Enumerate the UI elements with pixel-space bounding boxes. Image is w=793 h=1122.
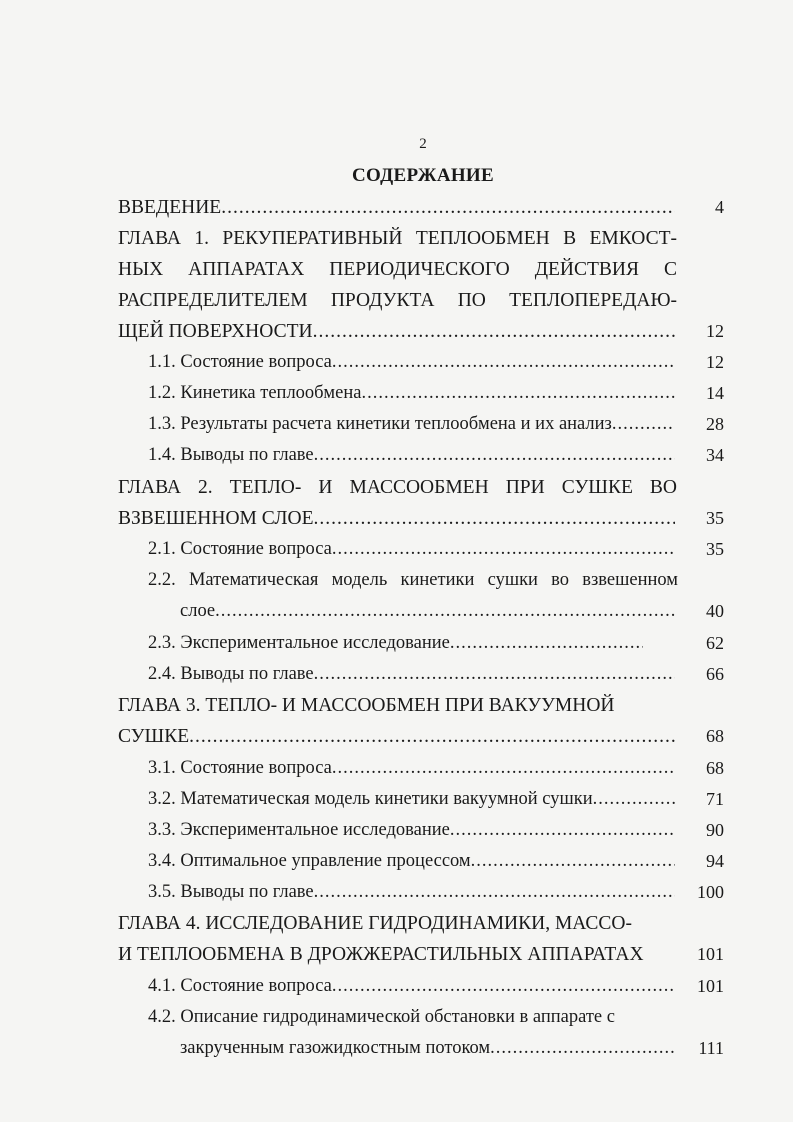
toc-section-4-1 <box>148 971 675 1002</box>
toc-page-number: 62 <box>706 633 724 653</box>
toc-section-2-4 <box>148 659 675 690</box>
toc-section-3-1 <box>148 753 675 784</box>
toc-entry-label: 4.1. Состояние вопроса <box>148 976 332 996</box>
toc-chapter-3-line-2 <box>118 721 675 752</box>
toc-page-number: 12 <box>706 321 724 341</box>
toc-section-1-2 <box>148 378 675 409</box>
toc-entry-label: 2.4. Выводы по главе <box>148 664 314 684</box>
leader-dots <box>593 784 675 815</box>
toc-entry-label: ВВЕДЕНИЕ <box>118 197 222 218</box>
toc-page-number: 101 <box>697 976 724 996</box>
toc-section-1-4 <box>148 440 675 471</box>
toc-page-number: 100 <box>697 882 724 902</box>
toc-entry-label: ВЗВЕШЕННОМ СЛОЕ <box>118 508 314 529</box>
toc-chapter-4-line-2: И ТЕПЛООБМЕНА В ДРОЖЖЕРАСТИЛЬНЫХ АППАРАТАХ <box>118 944 644 965</box>
toc-section-1-1 <box>148 347 675 378</box>
toc-chapter-1-line-1: ГЛАВА 1. РЕКУПЕРАТИВНЫЙ ТЕПЛООБМЕН В ЕМКОСТ- <box>118 228 677 249</box>
toc-entry-label: 1.1. Состояние вопроса <box>148 352 332 372</box>
toc-page-number: 28 <box>706 414 724 434</box>
toc-page-number: 35 <box>706 508 724 528</box>
toc-section-4-2: 4.2. Описание гидродинамической обстановки в аппарате с <box>148 1007 615 1027</box>
leader-dots <box>314 877 675 908</box>
leader-dots <box>361 378 675 409</box>
toc-section-2-1 <box>148 534 675 565</box>
page-title: СОДЕРЖАНИЕ <box>352 165 494 186</box>
toc-page-number: 66 <box>706 664 724 684</box>
toc-chapter-2-line-2 <box>118 503 675 534</box>
toc-entry-label: 3.5. Выводы по главе <box>148 882 314 902</box>
toc-entry-label: 1.2. Кинетика теплообмена <box>148 383 362 403</box>
toc-entry-intro <box>118 192 675 223</box>
toc-page-number: 94 <box>706 851 724 871</box>
toc-page-number: 35 <box>706 539 724 559</box>
toc-entry-label: слое <box>180 601 216 621</box>
toc-entry-label: СУШКЕ <box>118 726 190 747</box>
leader-dots <box>612 409 675 440</box>
toc-page-number: 71 <box>706 789 724 809</box>
leader-dots <box>490 1033 675 1064</box>
toc-page-number: 34 <box>706 445 724 465</box>
toc-entry-label: 3.4. Оптимальное управление процессом <box>148 851 471 871</box>
toc-page-number: 111 <box>698 1038 724 1058</box>
toc-page-number: 101 <box>697 944 724 964</box>
toc-chapter-1-line-3: РАСПРЕДЕЛИТЕЛЕМ ПРОДУКТА ПО ТЕПЛОПЕРЕДАЮ- <box>118 290 677 311</box>
toc-entry-label: 1.4. Выводы по главе <box>148 445 314 465</box>
toc-entry-label: 2.3. Экспериментальное исследование <box>148 633 450 653</box>
leader-dots <box>471 846 675 877</box>
leader-dots <box>450 815 675 846</box>
toc-entry-label: 3.2. Математическая модель кинетики вакуумной сушки <box>148 789 593 809</box>
toc-section-3-4 <box>148 846 675 877</box>
toc-page-number: 12 <box>706 352 724 372</box>
toc-section-1-3 <box>148 409 675 440</box>
toc-entry-label: закрученным газожидкостным потоком <box>180 1038 491 1058</box>
leader-dots <box>332 534 675 565</box>
toc-page-number: 68 <box>706 726 724 746</box>
leader-dots <box>313 503 675 534</box>
toc-chapter-4-line-1: ГЛАВА 4. ИССЛЕДОВАНИЕ ГИДРОДИНАМИКИ, МАССО- <box>118 913 632 934</box>
leader-dots <box>221 192 675 223</box>
toc-entry-label: 2.1. Состояние вопроса <box>148 539 332 559</box>
leader-dots <box>314 659 675 690</box>
page-number: 2 <box>419 136 427 152</box>
toc-page-number: 90 <box>706 820 724 840</box>
leader-dots <box>189 721 675 752</box>
leader-dots <box>215 596 675 627</box>
toc-chapter-3-line-1: ГЛАВА 3. ТЕПЛО- И МАССООБМЕН ПРИ ВАКУУМНОЙ <box>118 695 615 716</box>
toc-page-number: 4 <box>715 197 724 217</box>
toc-chapter-1-line-2: НЫХ АППАРАТАХ ПЕРИОДИЧЕСКОГО ДЕЙСТВИЯ С <box>118 259 677 280</box>
leader-dots <box>450 628 643 659</box>
leader-dots <box>332 347 675 378</box>
toc-section-3-3 <box>148 815 675 846</box>
toc-section-3-2 <box>148 784 675 815</box>
toc-entry-label: 1.3. Результаты расчета кинетики теплообмена и их анализ <box>148 414 612 434</box>
toc-section-2-2: 2.2. Математическая модель кинетики сушки во взвешенном <box>148 570 678 590</box>
toc-entry-label: 3.1. Состояние вопроса <box>148 758 332 778</box>
toc-entry-label: 3.3. Экспериментальное исследование <box>148 820 450 840</box>
toc-chapter-2-line-1: ГЛАВА 2. ТЕПЛО- И МАССООБМЕН ПРИ СУШКЕ ВО <box>118 477 677 498</box>
toc-section-3-5 <box>148 877 675 908</box>
toc-page-number: 14 <box>706 383 724 403</box>
leader-dots <box>332 753 675 784</box>
leader-dots <box>332 971 675 1002</box>
toc-page-number: 40 <box>706 601 724 621</box>
toc-chapter-1-line-4 <box>118 316 675 347</box>
toc-section-2-3 <box>148 628 643 659</box>
toc-section-2-2-continued <box>180 596 675 627</box>
toc-entry-label: ЩЕЙ ПОВЕРХНОСТИ <box>118 321 313 342</box>
leader-dots <box>314 440 675 471</box>
leader-dots <box>313 316 675 347</box>
toc-page-number: 68 <box>706 758 724 778</box>
toc-section-4-2-continued <box>180 1033 675 1064</box>
